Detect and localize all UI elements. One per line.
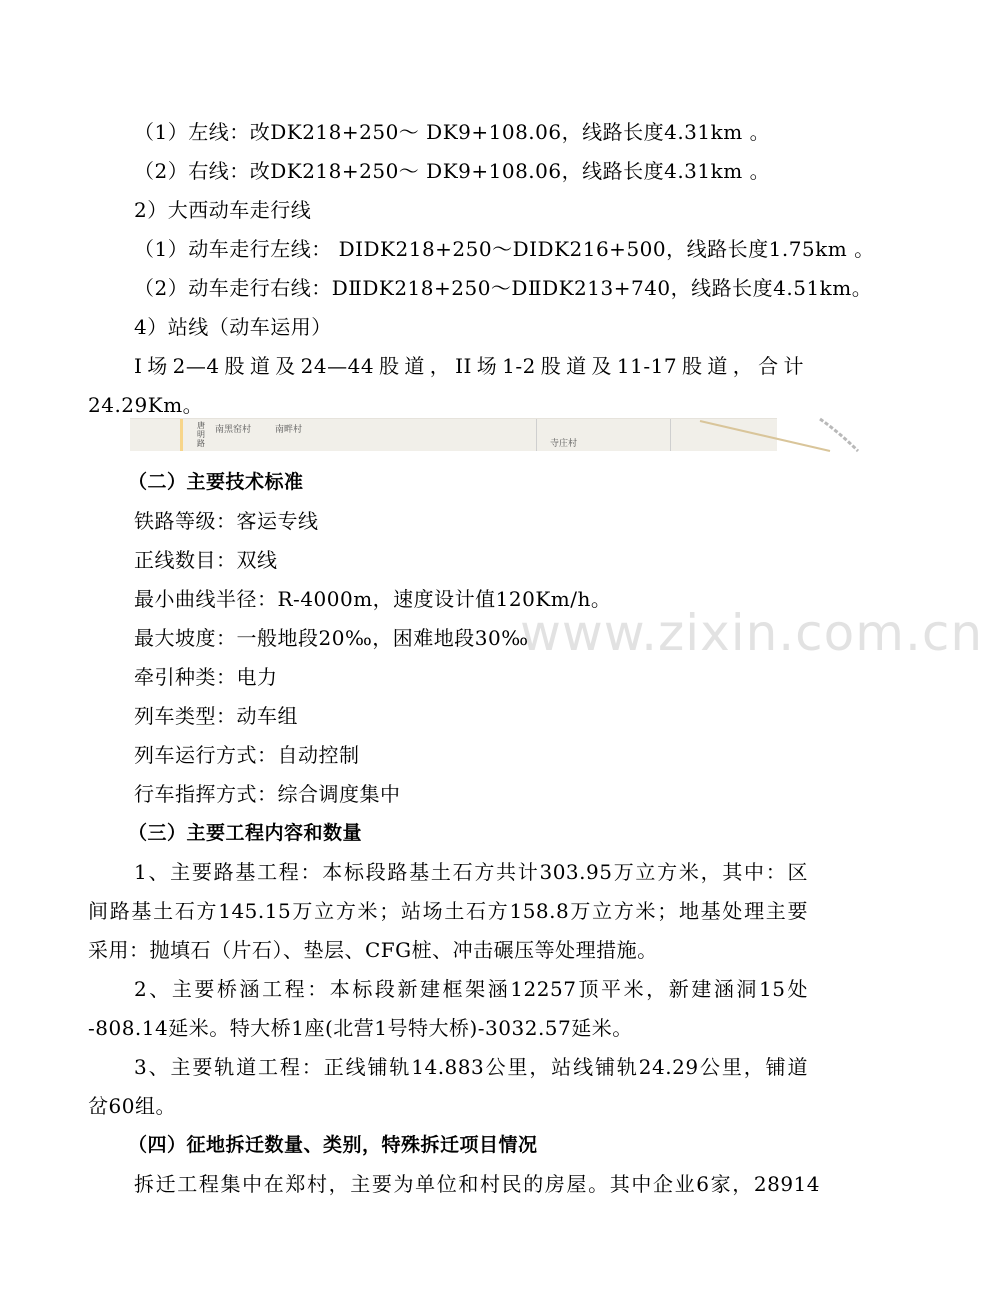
line-station-tracks: I场2—4股道及24—44股道，II场1-2股道及11-17股道，合计 [134, 354, 804, 378]
section-4-heading: （四）征地拆迁数量、类别，特殊拆迁项目情况 [128, 1134, 538, 1156]
standard-item: 铁路等级：客运专线 [134, 509, 319, 533]
line-left-track: （1）左线：改DK218+250～ DK9+108.06，线路长度4.31km 。 [134, 120, 771, 144]
map-strip [130, 418, 777, 451]
line-station-heading: 4）站线（动车运用） [134, 315, 332, 339]
map-label-road: 唐明路 [197, 421, 205, 448]
map-label-village: 南黑窑村 [215, 425, 252, 435]
map-label-village: 南畔村 [275, 425, 303, 435]
map-road [180, 419, 183, 451]
standard-item: 列车运行方式：自动控制 [134, 743, 360, 767]
standard-item: 最大坡度：一般地段20‰，困难地段30‰ [134, 626, 529, 650]
standard-item: 列车类型：动车组 [134, 704, 298, 728]
paragraph-line: 1、主要路基工程：本标段路基土石方共计303.95万立方米，其中：区 [134, 860, 808, 884]
map-road-thin [536, 419, 537, 451]
line-daxi-heading: 2）大西动车走行线 [134, 198, 312, 222]
map-road-thin [670, 419, 671, 451]
map-label-village: 寺庄村 [550, 439, 578, 449]
paragraph-line: 拆迁工程集中在郑村，主要为单位和村民的房屋。其中企业6家，28914 [134, 1172, 820, 1196]
watermark: www.zixin.com.cn [520, 604, 983, 662]
standard-item: 牵引种类：电力 [134, 665, 278, 689]
standard-item: 最小曲线半径：R-4000m，速度设计值120Km/h。 [134, 587, 612, 611]
section-2-heading: （二）主要技术标准 [128, 471, 304, 493]
paragraph-line: 3、主要轨道工程：正线铺轨14.883公里，站线铺轨24.29公里，铺道 [134, 1055, 808, 1079]
paragraph-line: 间路基土石方145.15万立方米；站场土石方158.8万立方米；地基处理主要 [88, 899, 808, 923]
section-3-heading: （三）主要工程内容和数量 [128, 822, 363, 844]
paragraph-line: 2、主要桥涵工程：本标段新建框架涵12257顶平米，新建涵洞15处 [134, 977, 808, 1001]
standard-item: 行车指挥方式：综合调度集中 [134, 782, 401, 806]
line-right-track: （2）右线：改DK218+250～ DK9+108.06，线路长度4.31km 。 [134, 159, 771, 183]
paragraph-line: 岔60组。 [88, 1094, 176, 1118]
paragraph-line: 采用：抛填石（片石）、垫层、CFG桩、冲击碾压等处理措施。 [88, 938, 658, 962]
map-railway [830, 419, 910, 451]
standard-item: 正线数目：双线 [134, 548, 278, 572]
line-emu-left: （1）动车走行左线： DIDK218+250～DIDK216+500，线路长度1.75km 。 [134, 237, 875, 261]
paragraph-line: -808.14延米。特大桥1座(北营1号特大桥)-3032.57延米。 [88, 1016, 633, 1040]
line-emu-right: （2）动车走行右线：DⅡDK218+250～DⅡDK213+740，线路长度4.51km。 [134, 276, 873, 300]
line-station-total: 24.29Km。 [88, 393, 204, 417]
